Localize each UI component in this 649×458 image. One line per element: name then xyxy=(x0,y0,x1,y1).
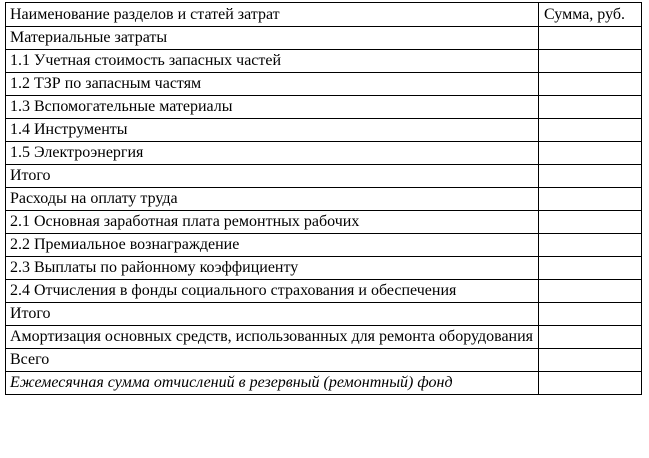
row-name-cell: 1.3 Вспомогательные материалы xyxy=(6,96,539,119)
table-row xyxy=(6,119,642,142)
row-name-cell: 1.1 Учетная стоимость запасных частей xyxy=(6,50,539,73)
row-name-cell: Итого xyxy=(6,165,539,188)
row-amount-cell xyxy=(539,303,642,326)
table-row xyxy=(6,50,642,73)
row-name-cell: 2.4 Отчисления в фонды социального страхования и обеспечения xyxy=(6,280,539,303)
row-name-cell: Амортизация основных средств, использованных для ремонта оборудования xyxy=(6,326,539,349)
row-name-cell: 2.3 Выплаты по районному коэффициенту xyxy=(6,257,539,280)
row-amount-cell xyxy=(539,165,642,188)
table-row xyxy=(6,326,642,349)
row-amount-cell xyxy=(539,349,642,372)
table-row xyxy=(6,142,642,165)
header-row xyxy=(6,3,642,27)
row-amount-cell xyxy=(539,211,642,234)
row-amount-cell xyxy=(539,234,642,257)
row-amount-cell xyxy=(539,142,642,165)
table-row xyxy=(6,73,642,96)
table-row xyxy=(6,234,642,257)
header-amount-cell: Сумма, руб. xyxy=(539,3,642,27)
row-amount-cell xyxy=(539,96,642,119)
row-amount-cell xyxy=(539,50,642,73)
table-row xyxy=(6,27,642,50)
cost-table xyxy=(5,2,642,395)
row-amount-cell xyxy=(539,280,642,303)
row-amount-cell xyxy=(539,188,642,211)
row-name-cell: Расходы на оплату труда xyxy=(6,188,539,211)
header-name-cell: Наименование разделов и статей затрат xyxy=(6,3,539,27)
row-amount-cell xyxy=(539,119,642,142)
table-row xyxy=(6,372,642,395)
row-name-cell: Материальные затраты xyxy=(6,27,539,50)
row-amount-cell xyxy=(539,372,642,395)
row-name-cell: Всего xyxy=(6,349,539,372)
row-amount-cell xyxy=(539,326,642,349)
table-row xyxy=(6,349,642,372)
table-row xyxy=(6,211,642,234)
row-name-cell: 2.2 Премиальное вознаграждение xyxy=(6,234,539,257)
row-name-cell: 1.2 ТЗР по запасным частям xyxy=(6,73,539,96)
table-row xyxy=(6,96,642,119)
row-amount-cell xyxy=(539,73,642,96)
row-name-cell: 1.5 Электроэнергия xyxy=(6,142,539,165)
row-amount-cell xyxy=(539,257,642,280)
row-name-cell: Итого xyxy=(6,303,539,326)
table-row xyxy=(6,257,642,280)
table-row xyxy=(6,303,642,326)
table-row xyxy=(6,165,642,188)
row-amount-cell xyxy=(539,27,642,50)
row-name-cell: Ежемесячная сумма отчислений в резервный (ремонтный) фонд xyxy=(6,372,539,395)
row-name-cell: 1.4 Инструменты xyxy=(6,119,539,142)
table-row xyxy=(6,280,642,303)
table-row xyxy=(6,188,642,211)
row-name-cell: 2.1 Основная заработная плата ремонтных рабочих xyxy=(6,211,539,234)
